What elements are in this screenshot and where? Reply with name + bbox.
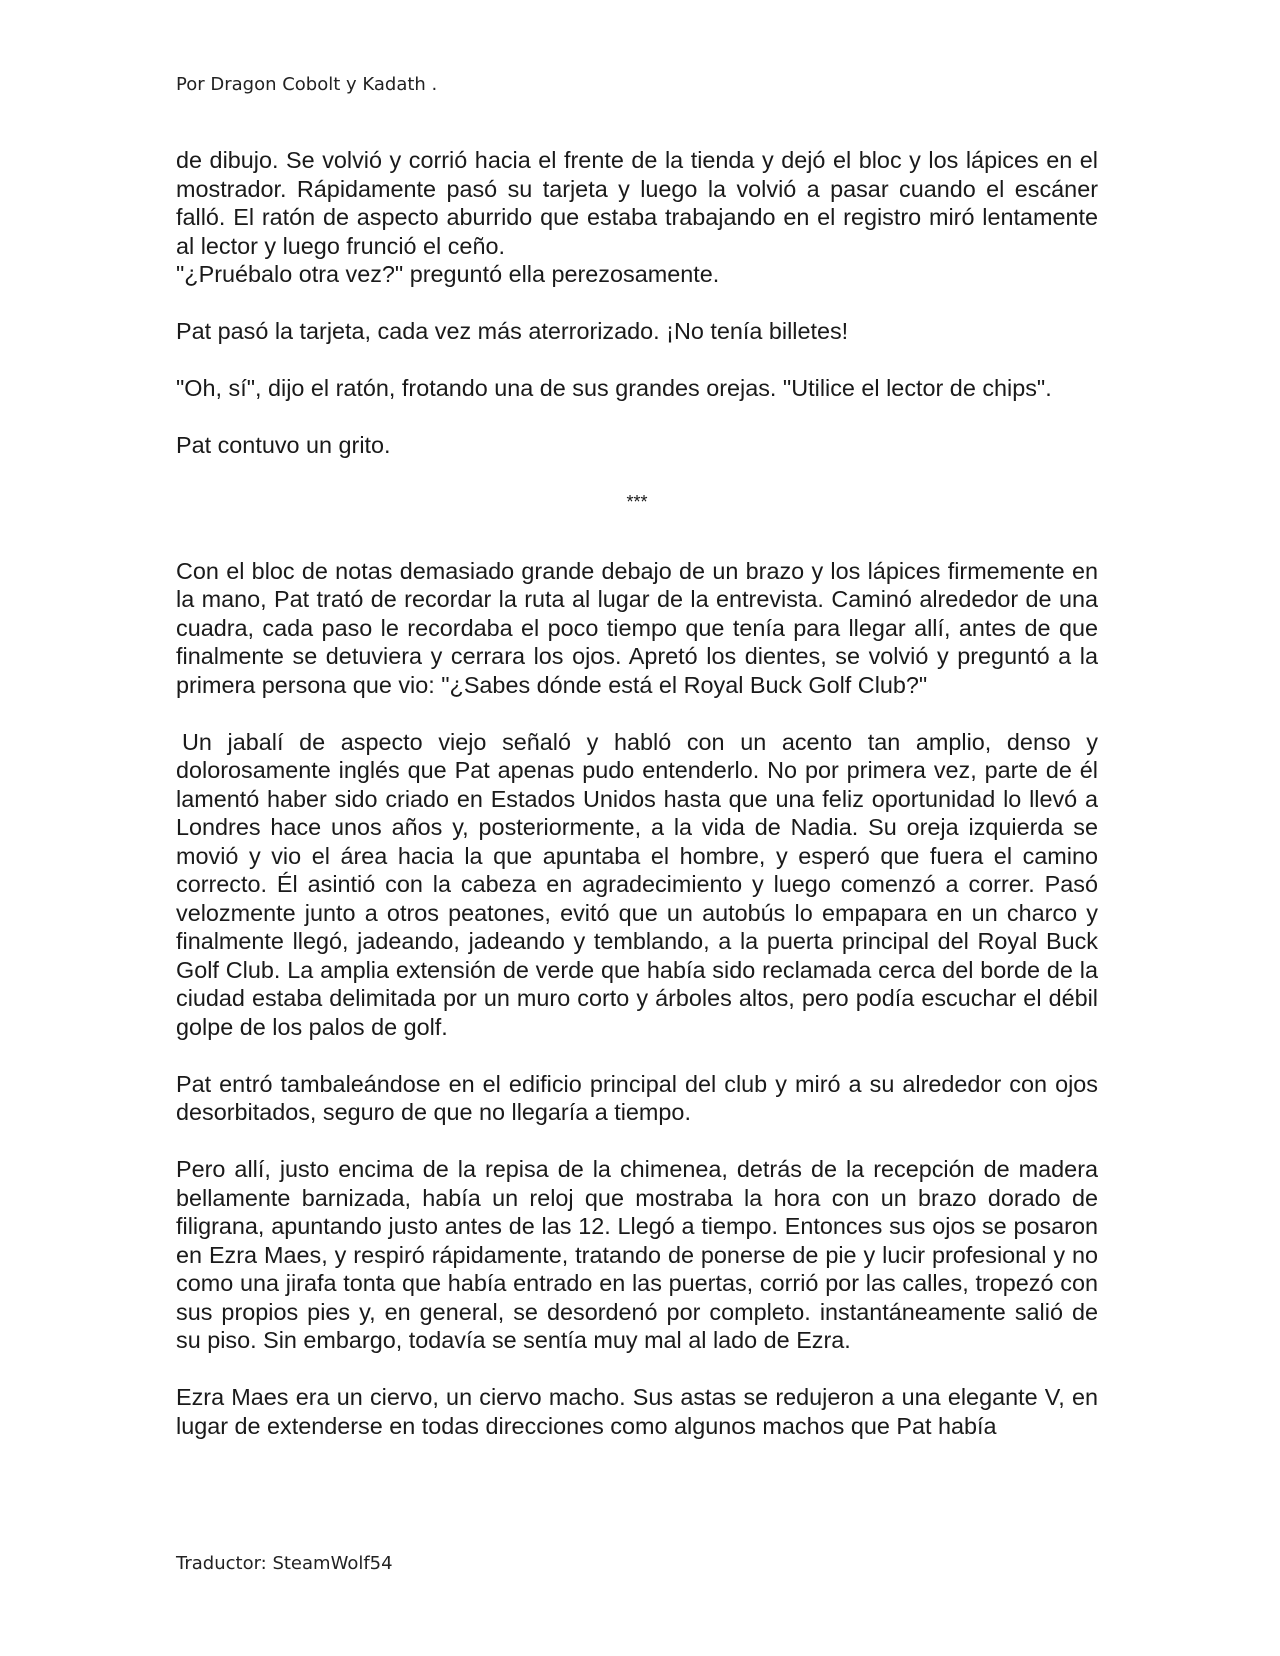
paragraph: Pat pasó la tarjeta, cada vez más aterrorizado. ¡No tenía billetes!	[176, 318, 849, 344]
paragraph: Un jabalí de aspecto viejo señaló y habló con un acento tan amplio, denso y dolorosamente inglés que Pat apenas pudo entenderlo. No por primera vez, parte de él lamentó haber sido criado en Estados Unidos hasta que una feliz oportunidad lo llevó a Londres hace unos años y, posteriormente, a la vida de Nadia. Su oreja izquierda se movió y vio el área hacia la que apuntaba el hombre, y esperó que fuera el camino correcto. Él asintió con la cabeza en agradecimiento y luego comenzó a correr. Pasó velozmente junto a otros peatones, evitó que un autobús lo empapara en un charco y finalmente llegó, jadeando, jadeando y temblando, a la puerta principal del Royal Buck Golf Club. La amplia extensión de verde que había sido reclamada cerca del borde de la ciudad estaba delimitada por un muro corto y árboles altos, pero podía escuchar el débil golpe de los palos de golf.	[176, 728, 1098, 1040]
page-header: Por Dragon Cobolt y Kadath .	[176, 74, 438, 95]
paragraph: Ezra Maes era un ciervo, un ciervo macho. Sus astas se redujeron a una elegante V, en lugar de extenderse en todas direcciones como algunos machos que Pat había	[176, 1384, 1098, 1439]
dialogue-line: "¿Pruébalo otra vez?" preguntó ella perezosamente.	[176, 261, 720, 287]
paragraph: Pat contuvo un grito.	[176, 432, 391, 458]
paragraph: Pero allí, justo encima de la repisa de la chimenea, detrás de la recepción de madera bellamente barnizada, había un reloj que mostraba la hora con un brazo dorado de filigrana, apuntando justo antes de las 12. Llegó a tiempo. Entonces sus ojos se posaron en Ezra Maes, y respiró rápidamente, tratando de ponerse de pie y lucir profesional y no como una jirafa tonta que había entrado en las puertas, corrió por las calles, tropezó con sus propios pies y, en general, se desordenó por completo. instantáneamente salió de su piso. Sin embargo, todavía se sentía muy mal al lado de Ezra.	[176, 1156, 1098, 1353]
paragraph: Con el bloc de notas demasiado grande debajo de un brazo y los lápices firmemente en la mano, Pat trató de recordar la ruta al lugar de la entrevista. Caminó alrededor de una cuadra, cada paso le recordaba el poco tiempo que tenía para llegar allí, antes de que finalmente se detuviera y cerrara los ojos. Apretó los dientes, se volvió y preguntó a la primera persona que vio: "¿Sabes dónde está el Royal Buck Golf Club?"	[176, 557, 1098, 698]
page-footer: Traductor: SteamWolf54	[176, 1553, 393, 1574]
scene-break: ***	[626, 492, 648, 512]
paragraph: de dibujo. Se volvió y corrió hacia el frente de la tienda y dejó el bloc y los lápices en el mostrador. Rápidamente pasó su tarjeta y luego la volvió a pasar cuando el escáner falló. El ratón de aspecto aburrido que estaba trabajando en el registro miró lentamente al lector y luego frunció el ceño.	[176, 147, 1098, 259]
document-body	[176, 146, 1098, 1469]
paragraph: Pat entró tambaleándose en el edificio principal del club y miró a su alrededor con ojos desorbitados, seguro de que no llegaría a tiempo.	[176, 1070, 1098, 1125]
dialogue-line: "Oh, sí", dijo el ratón, frotando una de sus grandes orejas. "Utilice el lector de chips".	[176, 375, 1052, 401]
